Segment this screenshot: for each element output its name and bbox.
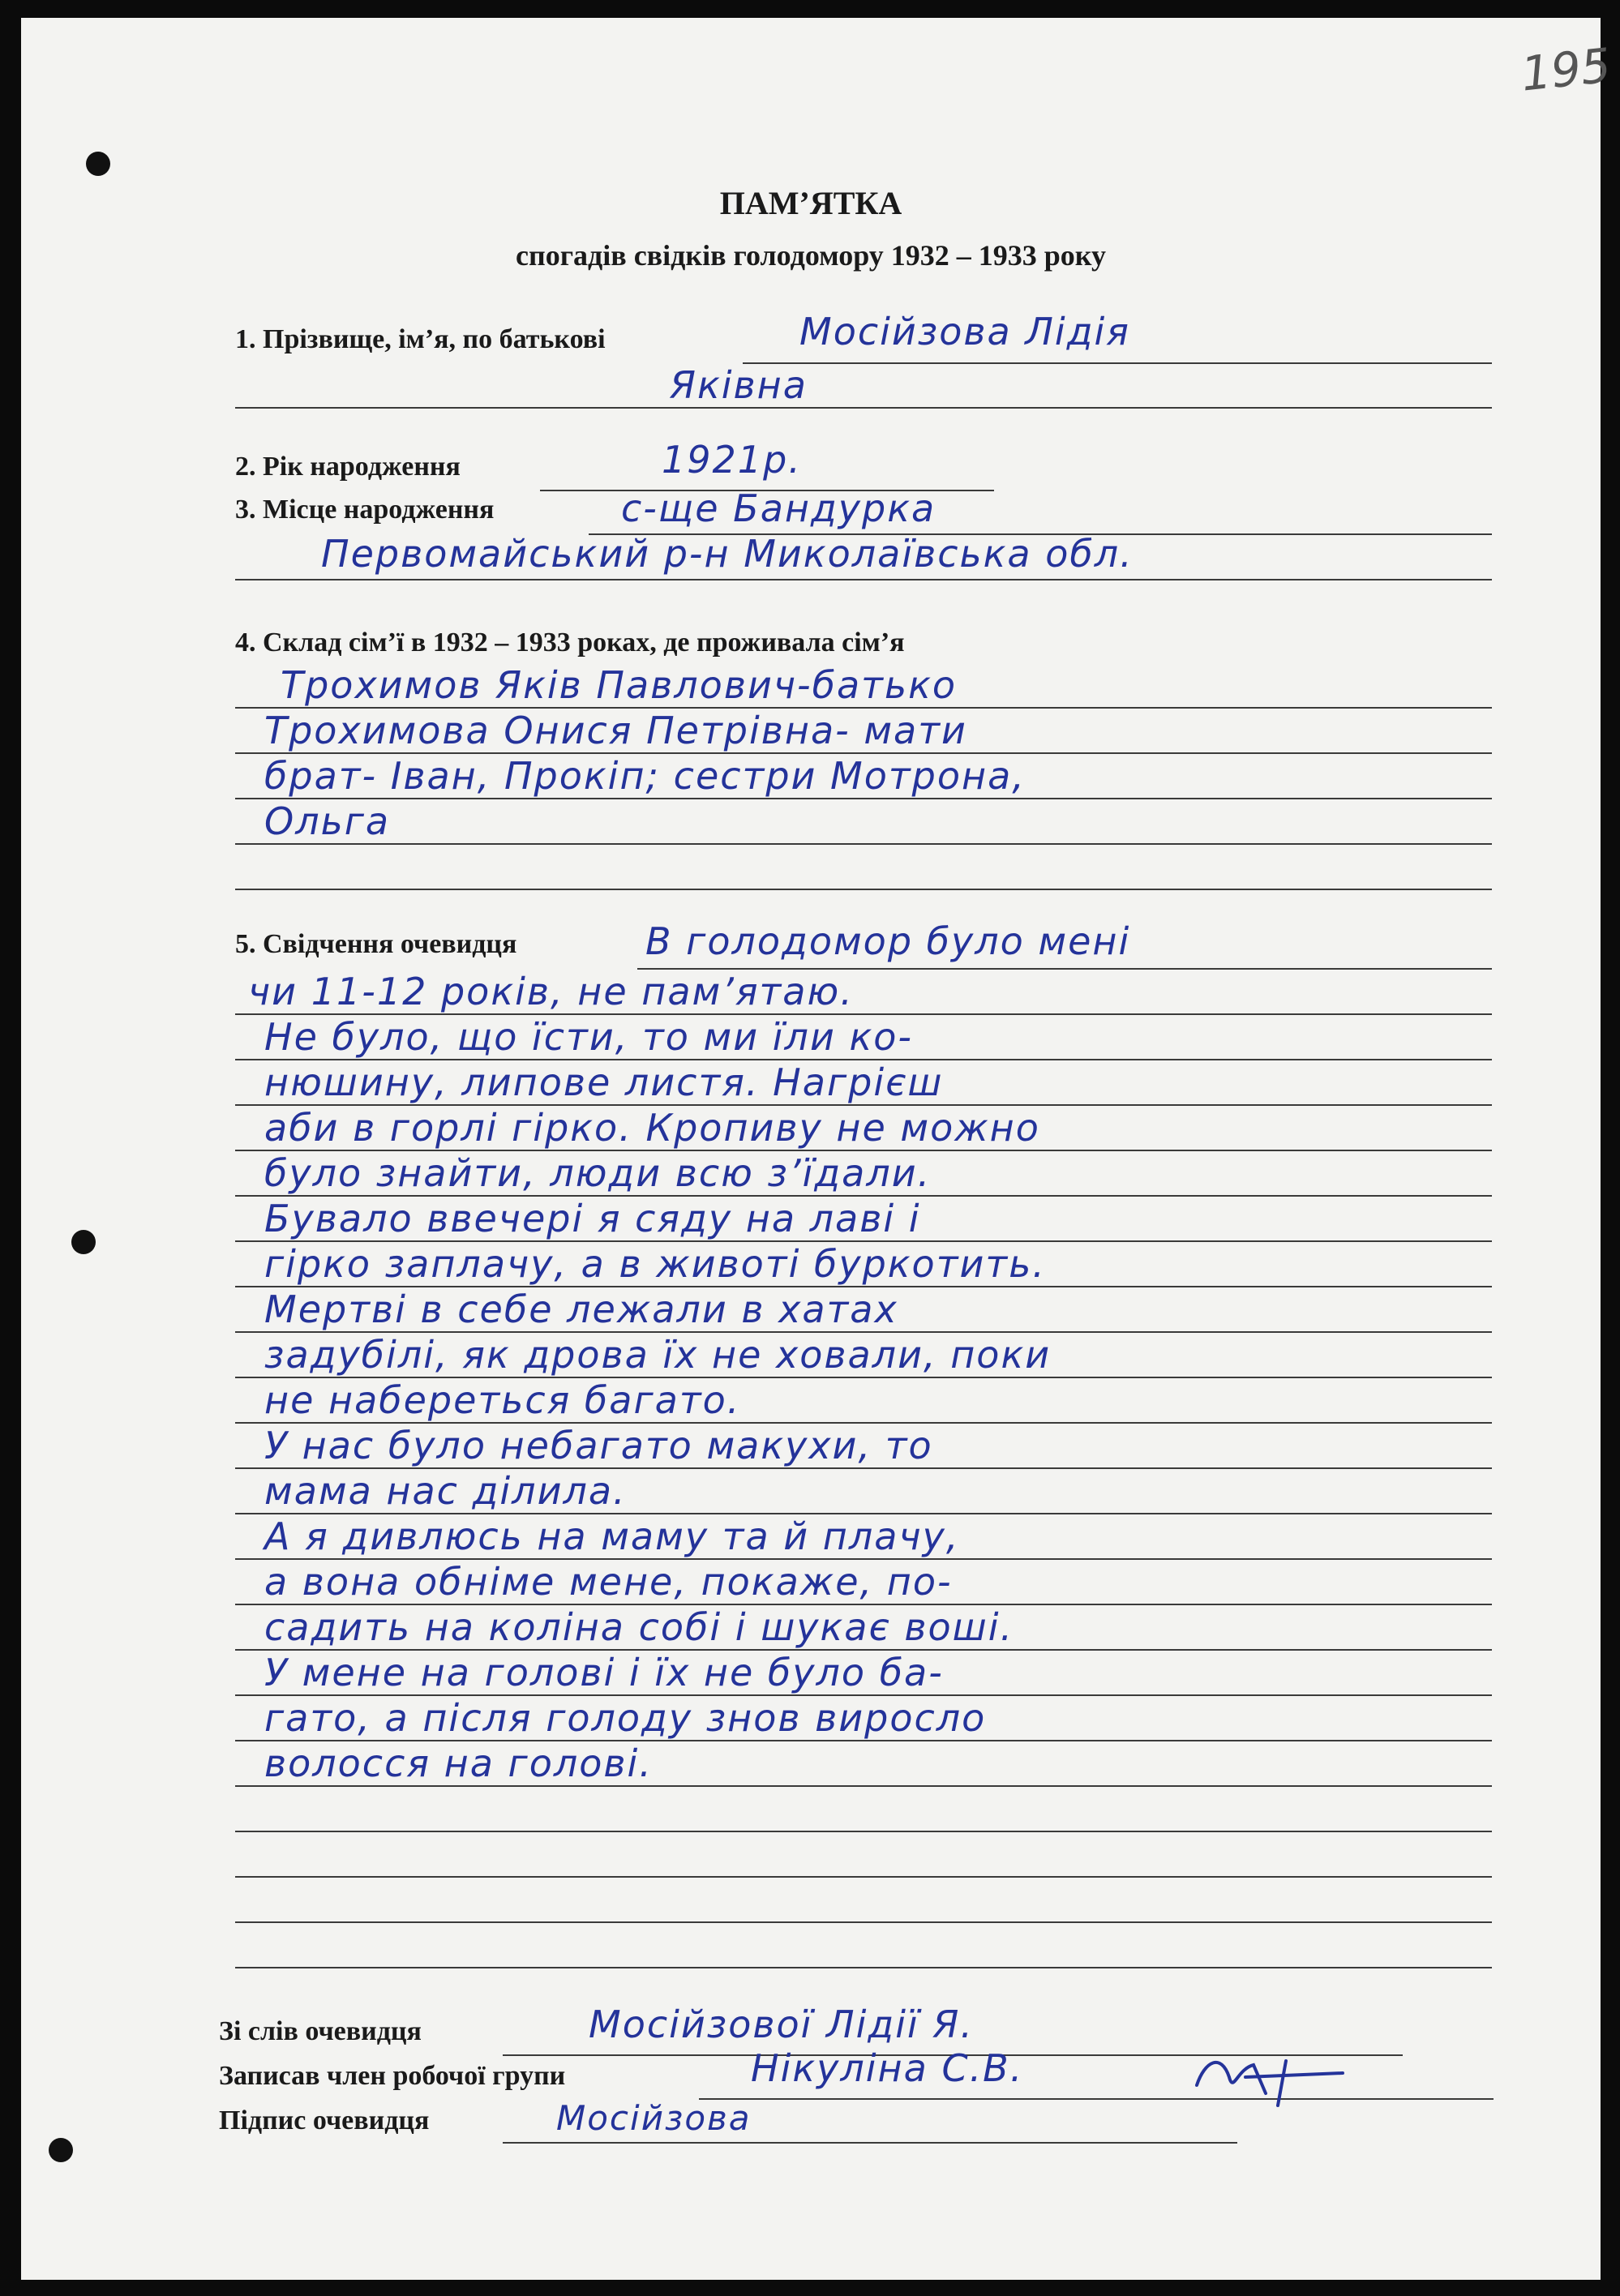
testimony-label: 5. Свідчення очевидця: [235, 929, 517, 959]
testimony-line-text: було знайти, люди всю з’їдали.: [264, 1151, 932, 1195]
name-value-2: Яківна: [670, 363, 808, 407]
testimony-line-text: чи 11-12 років, не пам’ятаю.: [248, 970, 854, 1013]
testimony-rule: [235, 1967, 1492, 1968]
birth-place-value-1: с-ще Бандурка: [621, 486, 936, 530]
testimony-line-text: А я дивлюсь на маму та й плачу,: [264, 1514, 960, 1558]
punch-hole-bottom: [49, 2138, 73, 2162]
testimony-first-line: В голодомор було мені: [645, 919, 1131, 963]
testimony-line-text: задубілі, як дрова їх не ховали, поки: [264, 1333, 1052, 1377]
testimony-line-text: не набереться багато.: [264, 1378, 741, 1422]
recorded-by-label: Записав член робочої групи: [219, 2061, 566, 2091]
testimony-rule: [235, 1921, 1492, 1923]
birth-place-label: 3. Місце народження: [235, 495, 495, 525]
family-entry: брат- Іван, Прокіп; сестри Мотрона,: [264, 754, 1026, 798]
page-title: ПАМ’ЯТКА: [719, 185, 902, 221]
testimony-line-text: аби в горлі гірко. Кропиву не можно: [264, 1106, 1040, 1150]
testimony-line-text: а вона обніме мене, покаже, по-: [264, 1560, 953, 1604]
family-line-5: [235, 889, 1492, 890]
testimony-line-text: гато, а після голоду знов виросло: [264, 1696, 987, 1740]
family-entry: Трохимова Онися Петрівна- мати: [264, 709, 967, 752]
testimony-line-text: нюшину, липове листя. Нагрієш: [264, 1060, 944, 1104]
recorded-by-value: Нікуліна С.В.: [751, 2046, 1024, 2090]
name-line-2: [235, 407, 1492, 409]
testimony-line-text: Не було, що їсти, то ми їли ко-: [264, 1015, 913, 1059]
testimony-line-text: садить на коліна собі і шукає воші.: [264, 1605, 1014, 1649]
family-line-4: [235, 843, 1492, 845]
name-label: 1. Прізвище, ім’я, по батькові: [235, 324, 606, 354]
family-entry: Ольга: [264, 799, 391, 843]
page-number: 195: [1518, 37, 1614, 102]
family-label: 4. Склад сім’ї в 1932 – 1933 роках, де проживала сім’я: [235, 628, 905, 658]
words-of-witness-label: Зі слів очевидця: [219, 2016, 422, 2046]
witness-signature-line: [503, 2142, 1237, 2144]
recorded-by-line: [699, 2098, 1494, 2100]
document-page: [21, 18, 1614, 2280]
punch-hole-top: [86, 152, 110, 176]
recorder-signature-icon: [1189, 2045, 1351, 2110]
words-of-witness-value: Мосійзової Лідії Я.: [589, 2003, 974, 2046]
birth-year-label: 2. Рік народження: [235, 452, 461, 482]
testimony-line-text: У нас було небагато макухи, то: [264, 1424, 933, 1467]
name-value-1: Мосійзова Лідія: [799, 310, 1130, 353]
testimony-line-text: мама нас ділила.: [264, 1469, 627, 1513]
testimony-rule: [235, 1785, 1492, 1787]
testimony-rule: [235, 1876, 1492, 1878]
testimony-line-text: У мене на голові і їх не було ба-: [264, 1651, 944, 1694]
testimony-line-text: волосся на голові.: [264, 1741, 653, 1785]
page-subtitle: спогадів свідків голодомору 1932 – 1933 року: [515, 239, 1107, 272]
family-line-3: [235, 798, 1492, 799]
family-entry: Трохимов Яків Павлович-батько: [281, 663, 958, 707]
punch-hole-middle: [71, 1230, 96, 1254]
testimony-line-text: Бувало ввечері я сяду на лаві і: [264, 1197, 921, 1240]
testimony-rule: [235, 1831, 1492, 1832]
birth-place-value-2: Первомайський р-н Миколаївська обл.: [321, 532, 1134, 576]
name-line-1: [743, 362, 1492, 364]
witness-signature-label: Підпис очевидця: [219, 2105, 430, 2135]
witness-signature-value: Мосійзова: [556, 2098, 752, 2138]
birth-place-line-2: [235, 579, 1492, 580]
testimony-line-text: Мертві в себе лежали в хатах: [264, 1287, 898, 1331]
birth-year-value: 1921р.: [662, 438, 802, 482]
testimony-line-text: гірко заплачу, а в животі буркотить.: [264, 1242, 1046, 1286]
